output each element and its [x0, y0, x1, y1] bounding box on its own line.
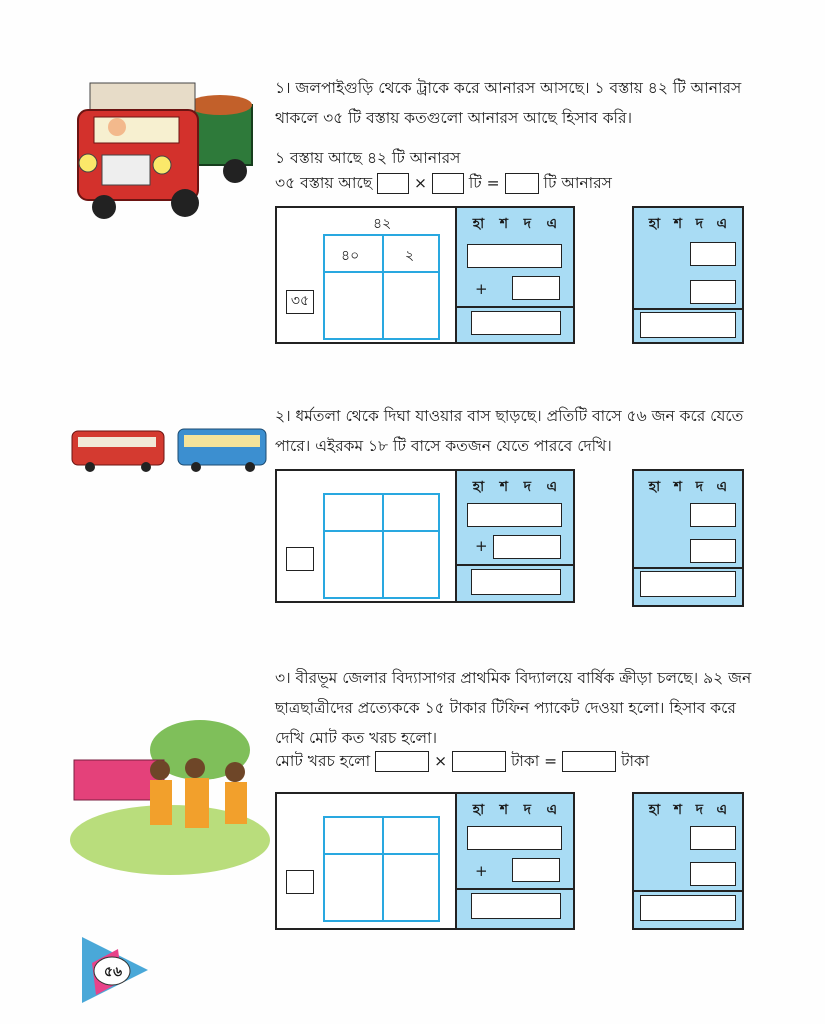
q2-panel-a	[455, 469, 575, 603]
q3-unit-taka: টাকা	[621, 752, 650, 770]
q3-panel-b	[632, 792, 744, 930]
q1-panel-a	[455, 206, 575, 344]
question-1-text	[275, 73, 741, 133]
q3-area-model	[275, 792, 457, 930]
q2-area-model	[275, 469, 457, 603]
q3-unit-taka-eq: টাকা =	[510, 752, 558, 770]
q1-area-model	[275, 206, 457, 344]
q1-line-1: ১। জলপাইগুড়ি থেকে ট্রাকে করে আনারস আসছে। ১ বস্তায় ৪২ টি আনারস	[275, 79, 742, 97]
q2-bottom-number[interactable]	[690, 539, 736, 563]
q1-given-text: ১ বস্তায় আছে ৪২ টি আনারস	[275, 149, 461, 167]
q3-multiplier-box[interactable]	[286, 870, 314, 894]
q1-panel-b	[632, 206, 744, 344]
q3-line-3: দেখি মোট কত খরচ হলো।	[275, 729, 438, 747]
q1-calc-line	[275, 168, 612, 198]
place-value-header: হা শ দ এ	[648, 802, 728, 818]
q1-blank-2[interactable]	[432, 173, 464, 194]
q2-partial-2[interactable]	[493, 535, 561, 559]
q2-multiplier-box[interactable]	[286, 547, 314, 571]
q1-multiplier: ৩৫	[290, 293, 310, 309]
page-number: ৫৬	[103, 964, 123, 980]
q3-times: ×	[434, 752, 448, 770]
place-value-header: হা শ দ এ	[472, 216, 558, 232]
q1-bottom-number[interactable]	[690, 280, 736, 304]
truck-illustration	[70, 75, 255, 225]
bus-illustration	[68, 425, 268, 475]
q2-product[interactable]	[640, 571, 736, 597]
q2-panel-b	[632, 469, 744, 607]
q1-grid	[323, 234, 440, 340]
plus-sign: +	[475, 862, 488, 880]
q1-area-top-label: ৪২	[373, 216, 392, 232]
place-value-header: হা শ দ এ	[648, 216, 728, 232]
q3-partial-1[interactable]	[467, 826, 562, 850]
q3-top-number[interactable]	[690, 826, 736, 850]
q1-blank-result[interactable]	[505, 173, 539, 194]
q3-blank-1[interactable]	[375, 751, 429, 772]
q1-top-number[interactable]	[690, 242, 736, 266]
q2-partial-1[interactable]	[467, 503, 562, 527]
q3-line-2: ছাত্রছাত্রীদের প্রত্যেককে ১৫ টাকার টিফিন প্যাকেট দেওয়া হলো। হিসাব করে	[275, 699, 736, 717]
q1-calc-prefix: ৩৫ বস্তায় আছে	[275, 174, 373, 192]
q3-sum[interactable]	[471, 893, 561, 919]
q3-line-1: ৩। বীরভূম জেলার বিদ্যাসাগর প্রাথমিক বিদ্যালয়ে বার্ষিক ক্রীড়া চলছে। ৯২ জন	[275, 669, 752, 687]
q1-cell-b: ২	[405, 248, 415, 264]
place-value-header: হা শ দ এ	[648, 479, 728, 495]
q1-multiplier-box	[286, 290, 314, 314]
q2-line-2: পারে। এইরকম ১৮ টি বাসে কতজন যেতে পারবে দেখি।	[275, 437, 612, 455]
q3-blank-2[interactable]	[452, 751, 506, 772]
q1-cell-a: ৪০	[341, 248, 360, 264]
q1-times: ×	[413, 174, 427, 192]
q2-line-1: ২। ধর্মতলা থেকে দিঘা যাওয়ার বাস ছাড়ছে। প্রতিটি বাসে ৫৬ জন করে যেতে	[275, 407, 744, 425]
place-value-header: হা শ দ এ	[472, 479, 558, 495]
place-value-header: হা শ দ এ	[472, 802, 558, 818]
q3-product[interactable]	[640, 895, 736, 921]
q1-line-2: থাকলে ৩৫ টি বস্তায় কতগুলো আনারস আছে হিসাব করি।	[275, 109, 633, 127]
q2-top-number[interactable]	[690, 503, 736, 527]
q3-calc-line	[275, 746, 649, 776]
q1-partial-1[interactable]	[467, 244, 562, 268]
q1-blank-1[interactable]	[377, 173, 409, 194]
sports-day-illustration	[70, 700, 270, 875]
q1-unit-ti: টি =	[468, 174, 500, 192]
q2-grid	[323, 493, 440, 599]
q1-result-unit: টি আনারস	[543, 174, 612, 192]
q1-sum[interactable]	[471, 311, 561, 335]
q3-grid	[323, 816, 440, 922]
q2-sum[interactable]	[471, 569, 561, 595]
q1-product[interactable]	[640, 312, 736, 338]
plus-sign: +	[475, 280, 488, 298]
q3-partial-2[interactable]	[512, 858, 560, 882]
q1-partial-2[interactable]	[512, 276, 560, 300]
q3-blank-result[interactable]	[562, 751, 616, 772]
q3-bottom-number[interactable]	[690, 862, 736, 886]
question-3-text	[275, 663, 751, 753]
plus-sign: +	[475, 537, 488, 555]
question-2-text	[275, 401, 743, 461]
q3-panel-a	[455, 792, 575, 930]
q3-calc-prefix: মোট খরচ হলো	[275, 752, 371, 770]
